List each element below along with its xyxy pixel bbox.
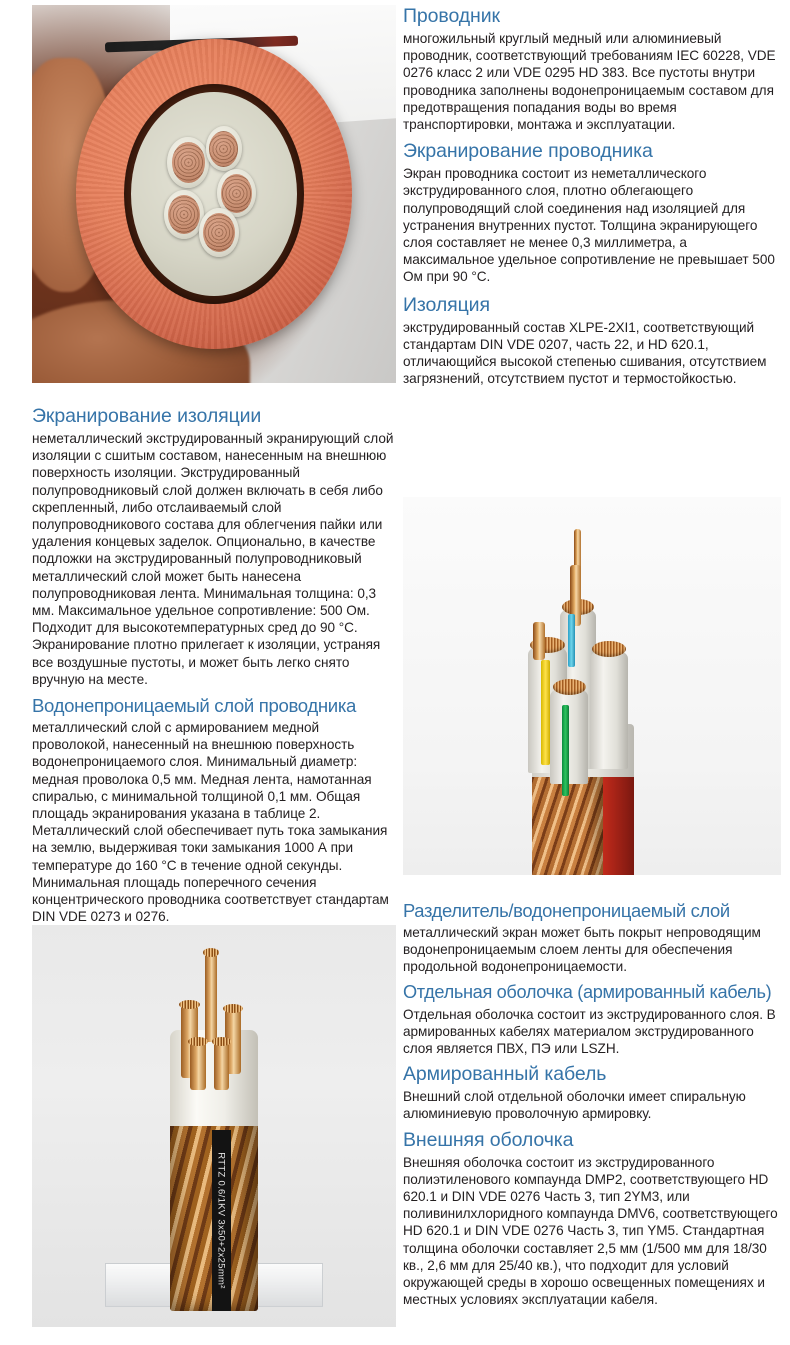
left-text-group: [32, 404, 396, 927]
section-body-outer-sheath: Внешняя оболочка состоит из экструдированного полиэтиленового компаунда DMP2, соответствующего HD 620.1 и DIN VDE 0276 Часть 3, тип 2YM3, или поливинилхлоридного компаунда DMV6, соответствующего HD 620.1 и DIN VDE 0276 Часть 3, тип YM5. Стандартная толщина оболочки составляет 2,5 мм (1/500 мм для 18/30 кв., 2,6 мм для 25/40 кв.), что подходит для условий окружающей среды в хорошо освещенных помещениях и местных условиях эксплуатации кабеля.: [403, 1154, 778, 1308]
green-stripe-marker: [562, 705, 570, 796]
copper-conductor-end: [592, 641, 625, 657]
section-body-conductor-screening: Экран проводника состоит из неметаллического экструдированного слоя, плотно облегающего полупроводящий слой соединения над изоляцией для устранения внутренних пустот. Толщина экранирующего слоя составляет не менее 0,3 миллиметра, а максимальное удельное сопротивление не превышает 500 Ом при 90 °C.: [403, 166, 775, 285]
armoured-cable-image: [403, 497, 781, 875]
conductor-core: [206, 126, 243, 171]
section-title-armoured-cable: Армированный кабель: [403, 1063, 607, 1086]
section-title-insulation: Изоляция: [403, 293, 490, 316]
filler-compound: [131, 92, 297, 297]
conductor-core: [167, 137, 208, 188]
copper-conductor: [214, 1042, 229, 1090]
section-title-conductor-screening: Экранирование проводника: [403, 140, 653, 163]
section-title-outer-sheath: Внешняя оболочка: [403, 1128, 574, 1151]
section-body-separator-waterproof-layer: металлический экран может быть покрыт непроводящим водонепроницаемым слоем ленты для обеспечения продольной водонепроницаемости.: [403, 925, 761, 975]
section-title-waterproof-conductor-layer: Водонепроницаемый слой проводника: [32, 695, 357, 717]
conductor-core: [199, 208, 239, 257]
yellow-stripe-marker: [541, 660, 550, 766]
cable-type-label: [212, 1130, 231, 1311]
blue-stripe-marker: [568, 614, 575, 667]
insulated-core: [590, 652, 628, 769]
section-body-separate-sheath: Отдельная оболочка состоит из экструдированного слоя. В армированных кабелях материалом экструдированного слоя является ПВХ, ПЭ или LSZH.: [403, 1006, 776, 1057]
rttz-cable-image: [32, 925, 396, 1327]
section-title-separate-sheath: Отдельная оболочка (армированный кабель): [403, 981, 772, 1002]
section-title-conductor: Проводник: [403, 5, 500, 27]
right-text-group-top: [403, 4, 781, 389]
section-body-insulation-screening: неметаллический экструдированный экранирующий слой изоляции с сшитым составом, нанесенным на внешнюю поверхность изоляции. Экструдированный полупроводниковый слой должен включать в себя либо скрепленный, либо отслаиваемый слой полупроводникового состава для облегчения пайки или удаления концевых заделок. Опционально, в качестве подложки на экструдированный полупроводниковый металлический слой может быть нанесена полупроводниковая лента. Минимальная толщина: 0,3 мм. Максимальное удельное сопротивление: 500 Ом. Подходит для высокотемпературных сред до 90 °C. Экранирование плотно прилегает к изоляции, устраняя все воздушные пустоты, и может быть легко снято вручную на месте.: [32, 431, 394, 687]
section-title-separator-waterproof-layer: Разделитель/водонепроницаемый слой: [403, 900, 730, 921]
section-body-armoured-cable: Внешний слой отдельной оболочки имеет спиральную алюминиевую проволочную армировку.: [403, 1089, 746, 1122]
section-title-insulation-screening: Экранирование изоляции: [32, 405, 262, 427]
section-body-waterproof-conductor-layer: металлический слой с армированием медной проволокой, нанесенный на внешнюю поверхность водонепроницаемого слоя. Минимальный диаметр: медная проволока 0,5 мм. Медная лента, намотанная спиралью, с минимальной толщиной 0,1 мм. Общая площадь экранирования указана в таблице 2. Металлический слой обеспечивает путь тока замыкания на землю, выдерживая токи замыкания 1000 А при температуре до 160 °C в течение одной секунды. Минимальная площадь поперечного сечения концентрического проводника соответствует стандартам DIN VDE 0273 и 0276.: [32, 720, 389, 925]
bare-copper-conductor: [533, 622, 545, 660]
cable-type-label-text: RTTZ 0.6/1KV 3x50+2x25mm²: [216, 1152, 228, 1289]
copper-conductor-end: [553, 679, 586, 695]
conductor-core: [164, 190, 204, 239]
conductor-cross-section-image: [32, 5, 396, 383]
right-text-group-bottom: [403, 898, 781, 1310]
section-body-conductor: многожильный круглый медный или алюминиевый проводник, соответствующий требованиям IEC 60228, VDE 0276 класс 2 или VDE 0295 HD 383. Все пустоты внутри проводника заполнены водонепроницаемым составом для предотвращения попадания воды во время транспортировки, монтажа и эксплуатации.: [403, 31, 776, 133]
outer-sheath-ring: [76, 39, 353, 349]
center-copper-conductor: [205, 953, 217, 1041]
insulated-core: [550, 690, 588, 785]
copper-conductor: [190, 1042, 205, 1090]
section-body-insulation: экструдированный состав XLPE-2XI1, соответствующий стандартам DIN VDE 0207, часть 22, и HD 620.1, отличающийся высокой степенью сшивания, отсутствием загрязнений, отсутствием пустот и термостойкостью.: [403, 319, 767, 387]
